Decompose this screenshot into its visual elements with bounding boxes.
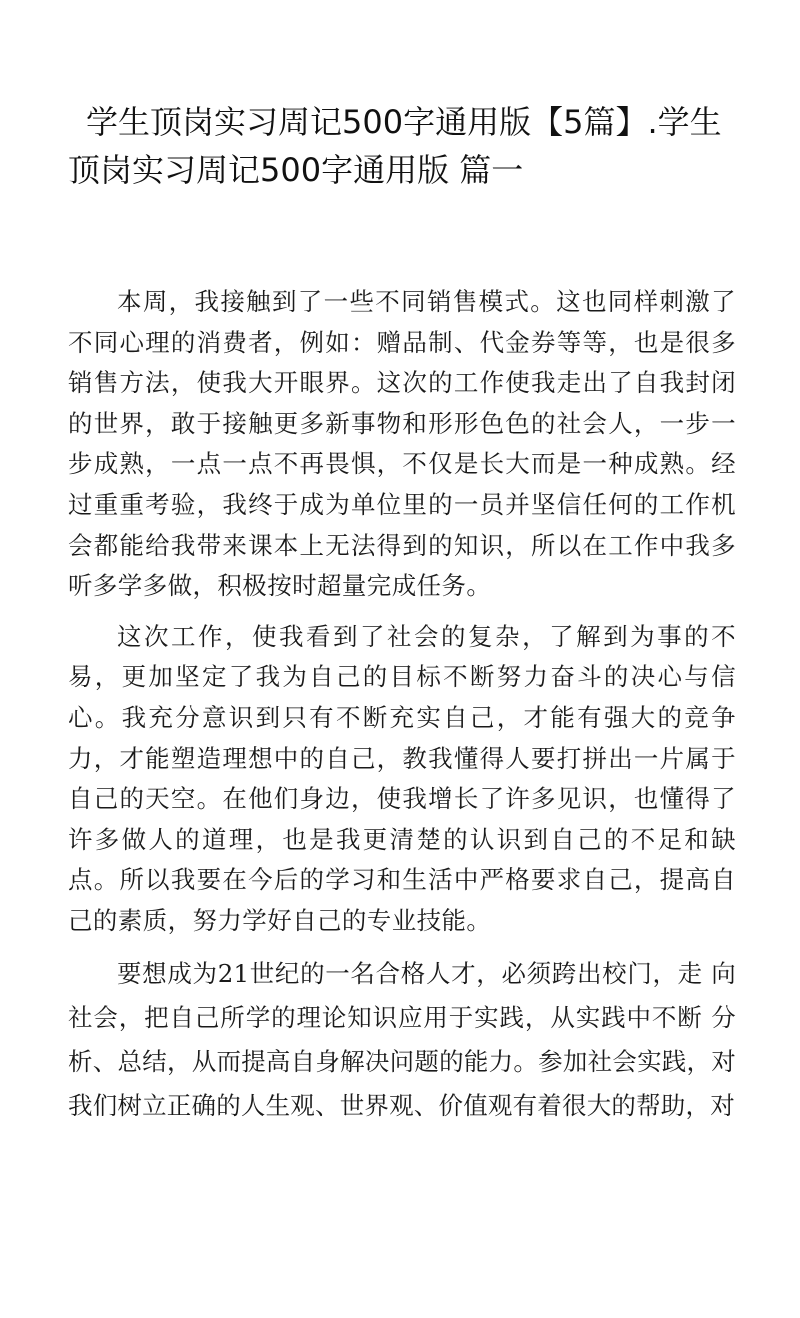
paragraph-1: 本周，我接触到了一些不同销售模式。这也同样刺激了不同心理的消费者，例如：赠品制、代金券等等，也是很多销售方法，使我大开眼界。这次的工作使我走出了自我封闭的世界，敢于接触更多新事物和形形色色的社会人，一步一步成熟，一点一点不再畏惧，不仅是长大而是一种成熟。经过重重考验，我终于成为单位里的一员并坚信任何的工作机会都能给我带来课本上无法得到的知识，所以在工作中我多听多学多做，积极按时超量完成任务。: [68, 287, 736, 601]
paragraph-3: 要想成为21世纪的一名合格人才，必须跨出校门，走 向社会，把自己所学的理论知识应用于实践，从实践中不断 分析、总结，从而提高自身解决问题的能力。参加社会实践，对我们树立正确的人生观、世界观、价值观有着很大的帮助，对: [68, 958, 736, 1120]
document-title: 学生顶岗实习周记500字通用版【5篇】.学生顶岗实习周记500字通用版 篇一: [68, 103, 722, 189]
paragraph-2: 这次工作，使我看到了社会的复杂，了解到为事的不易，更加坚定了我为自己的目标不断努力奋斗的决心与信心。我充分意识到只有不断充实自己，才能有强大的竞争力，才能塑造理想中的自己，教我懂得人要打拼出一片属于自己的天空。在他们身边，使我增长了许多见识，也懂得了许多做人的道理，也是我更清楚的认识到自己的不足和缺点。所以我要在今后的学习和生活中严格要求自己，提高自己的素质，努力学好自己的专业技能。: [68, 621, 736, 935]
document-body: [68, 282, 736, 1128]
